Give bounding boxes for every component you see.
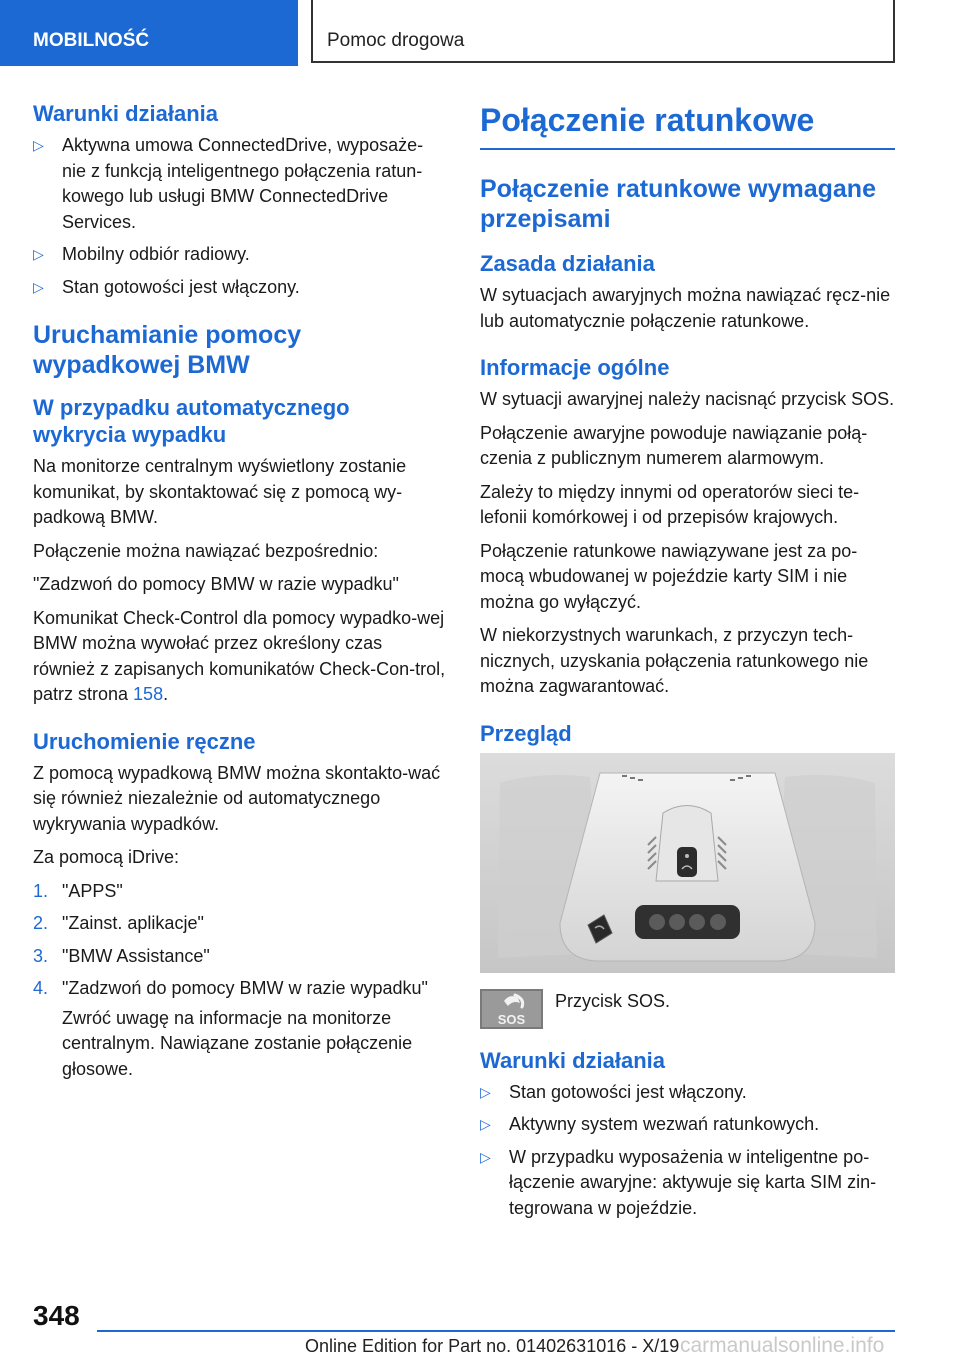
paragraph: W sytuacji awaryjnej należy nacisnąć przycisk SOS. — [480, 389, 895, 409]
list-item: ▷ Stan gotowości jest włączony. — [33, 275, 446, 301]
sos-legend — [480, 989, 895, 1033]
auto-heading: W przypadku automatycznego wykrycia wypadku — [33, 395, 350, 447]
paragraph: "Zadzwoń do pomocy BMW w razie wypadku" — [33, 574, 399, 594]
paragraph: Zależy to między innymi od operatorów sieci te-lefonii komórkowej i od przepisów krajowych. — [480, 481, 860, 527]
conditions-list — [33, 133, 446, 300]
paragraph: W sytuacjach awaryjnych można nawiązać ręcz-nie lub automatycznie połączenie ratunkowe. — [480, 285, 891, 331]
triangle-bullet-icon: ▷ — [33, 137, 44, 153]
edition-note: Online Edition for Part no. 01402631016 - X/19 — [305, 1336, 680, 1356]
principle-heading: Zasada działania — [480, 251, 655, 276]
list-item: 1. "APPS" — [33, 880, 123, 901]
overview-heading: Przegląd — [480, 720, 572, 746]
triangle-bullet-icon: ▷ — [33, 246, 44, 262]
page-header — [0, 0, 960, 66]
page-number: 348 — [33, 1300, 80, 1331]
list-item: 3. "BMW Assistance" — [33, 945, 210, 966]
triangle-bullet-icon: ▷ — [480, 1148, 491, 1165]
footer-divider — [97, 1330, 895, 1332]
sub-heading: Połączenie ratunkowe wymagane przepisami — [480, 175, 876, 233]
svg-text:SOS: SOS — [497, 1011, 526, 1027]
right-column — [480, 100, 895, 1229]
legend-text: Przycisk SOS. — [555, 990, 671, 1011]
paragraph: Połączenie ratunkowe nawiązywane jest za po-mocą wbudowanej w pojeździe karty SIM i nie można go wyłączyć. — [480, 540, 858, 612]
list-item: ▷ Aktywna umowa ConnectedDrive, wyposaże-nie z funkcją inteligentnego połączenia ratun-kowego lub usługi BMW ConnectedDrive Services. — [33, 135, 424, 232]
section-tab: MOBILNOŚĆ — [0, 0, 298, 66]
overhead-console-photo — [480, 753, 895, 973]
paragraph: Połączenie awaryjne powoduje nawiązanie połą-czenia z publicznym numerem alarmowym. — [480, 422, 868, 468]
manual-heading: Uruchomienie ręczne — [33, 728, 256, 754]
step-note: Zwróć uwagę na informacje na monitorze centralnym. Nawiązane zostanie połączenie głosowe. — [62, 1007, 413, 1079]
list-item: ▷ Aktywny system wezwań ratunkowych. — [480, 1112, 895, 1138]
steps-list — [33, 879, 446, 1083]
conditions-heading-right: Warunki działania — [480, 1047, 666, 1073]
sos-button-icon — [480, 989, 543, 1029]
page-reference-link[interactable]: 158 — [133, 684, 164, 704]
paragraph: Połączenie można nawiązać bezpośrednio: — [33, 540, 379, 561]
info-heading: Informacje ogólne — [480, 355, 670, 380]
paragraph: Za pomocą iDrive: — [33, 847, 180, 867]
triangle-bullet-icon: ▷ — [33, 278, 44, 295]
chapter-title: Pomoc drogowa — [311, 0, 895, 63]
paragraph: Na monitorze centralnym wyświetlony zostanie komunikat, by skontaktować się z pomocą wy-padkową BMW. — [33, 456, 407, 527]
list-item: 2. "Zainst. aplikacje" — [33, 913, 204, 933]
paragraph: Z pomocą wypadkową BMW można skontakto-wać się również niezależnie od automatycznego wykrywania wypadków. — [33, 762, 441, 834]
triangle-bullet-icon: ▷ — [480, 1116, 491, 1132]
triangle-bullet-icon: ▷ — [480, 1083, 491, 1100]
start-heading: Uruchamianie pomocy wypadkowej BMW — [33, 321, 302, 379]
list-item: 4. "Zadzwoń do pomocy BMW w razie wypadku" Zwróć uwagę na informacje na monitorze centralnym. Nawiązane zostanie połączenie głosowe. — [33, 976, 446, 1082]
paragraph: W niekorzystnych warunkach, z przyczyn tech-nicznych, uzyskania połączenia ratunkowego nie można zagwarantować. — [480, 625, 869, 696]
watermark: carmanualsonline.info — [680, 1334, 885, 1357]
left-column — [33, 100, 446, 1089]
conditions-list-right — [480, 1080, 895, 1222]
conditions-heading: Warunki działania — [33, 101, 219, 126]
page-title: Połączenie ratunkowe — [480, 100, 895, 150]
paragraph: Komunikat Check-Control dla pomocy wypadko-wej BMW można wywołać przez określony czas również z zapisanych komunikatów Check-Con-trol, patrz strona 158. — [33, 607, 446, 704]
list-item: ▷ W przypadku wyposażenia w inteligentne po-łączenie awaryjne: aktywuje się karta SIM zin-tegrowana w pojeździe. — [480, 1146, 877, 1218]
list-item: ▷ Mobilny odbiór radiowy. — [33, 242, 446, 268]
list-item: ▷ Stan gotowości jest włączony. — [480, 1080, 895, 1106]
